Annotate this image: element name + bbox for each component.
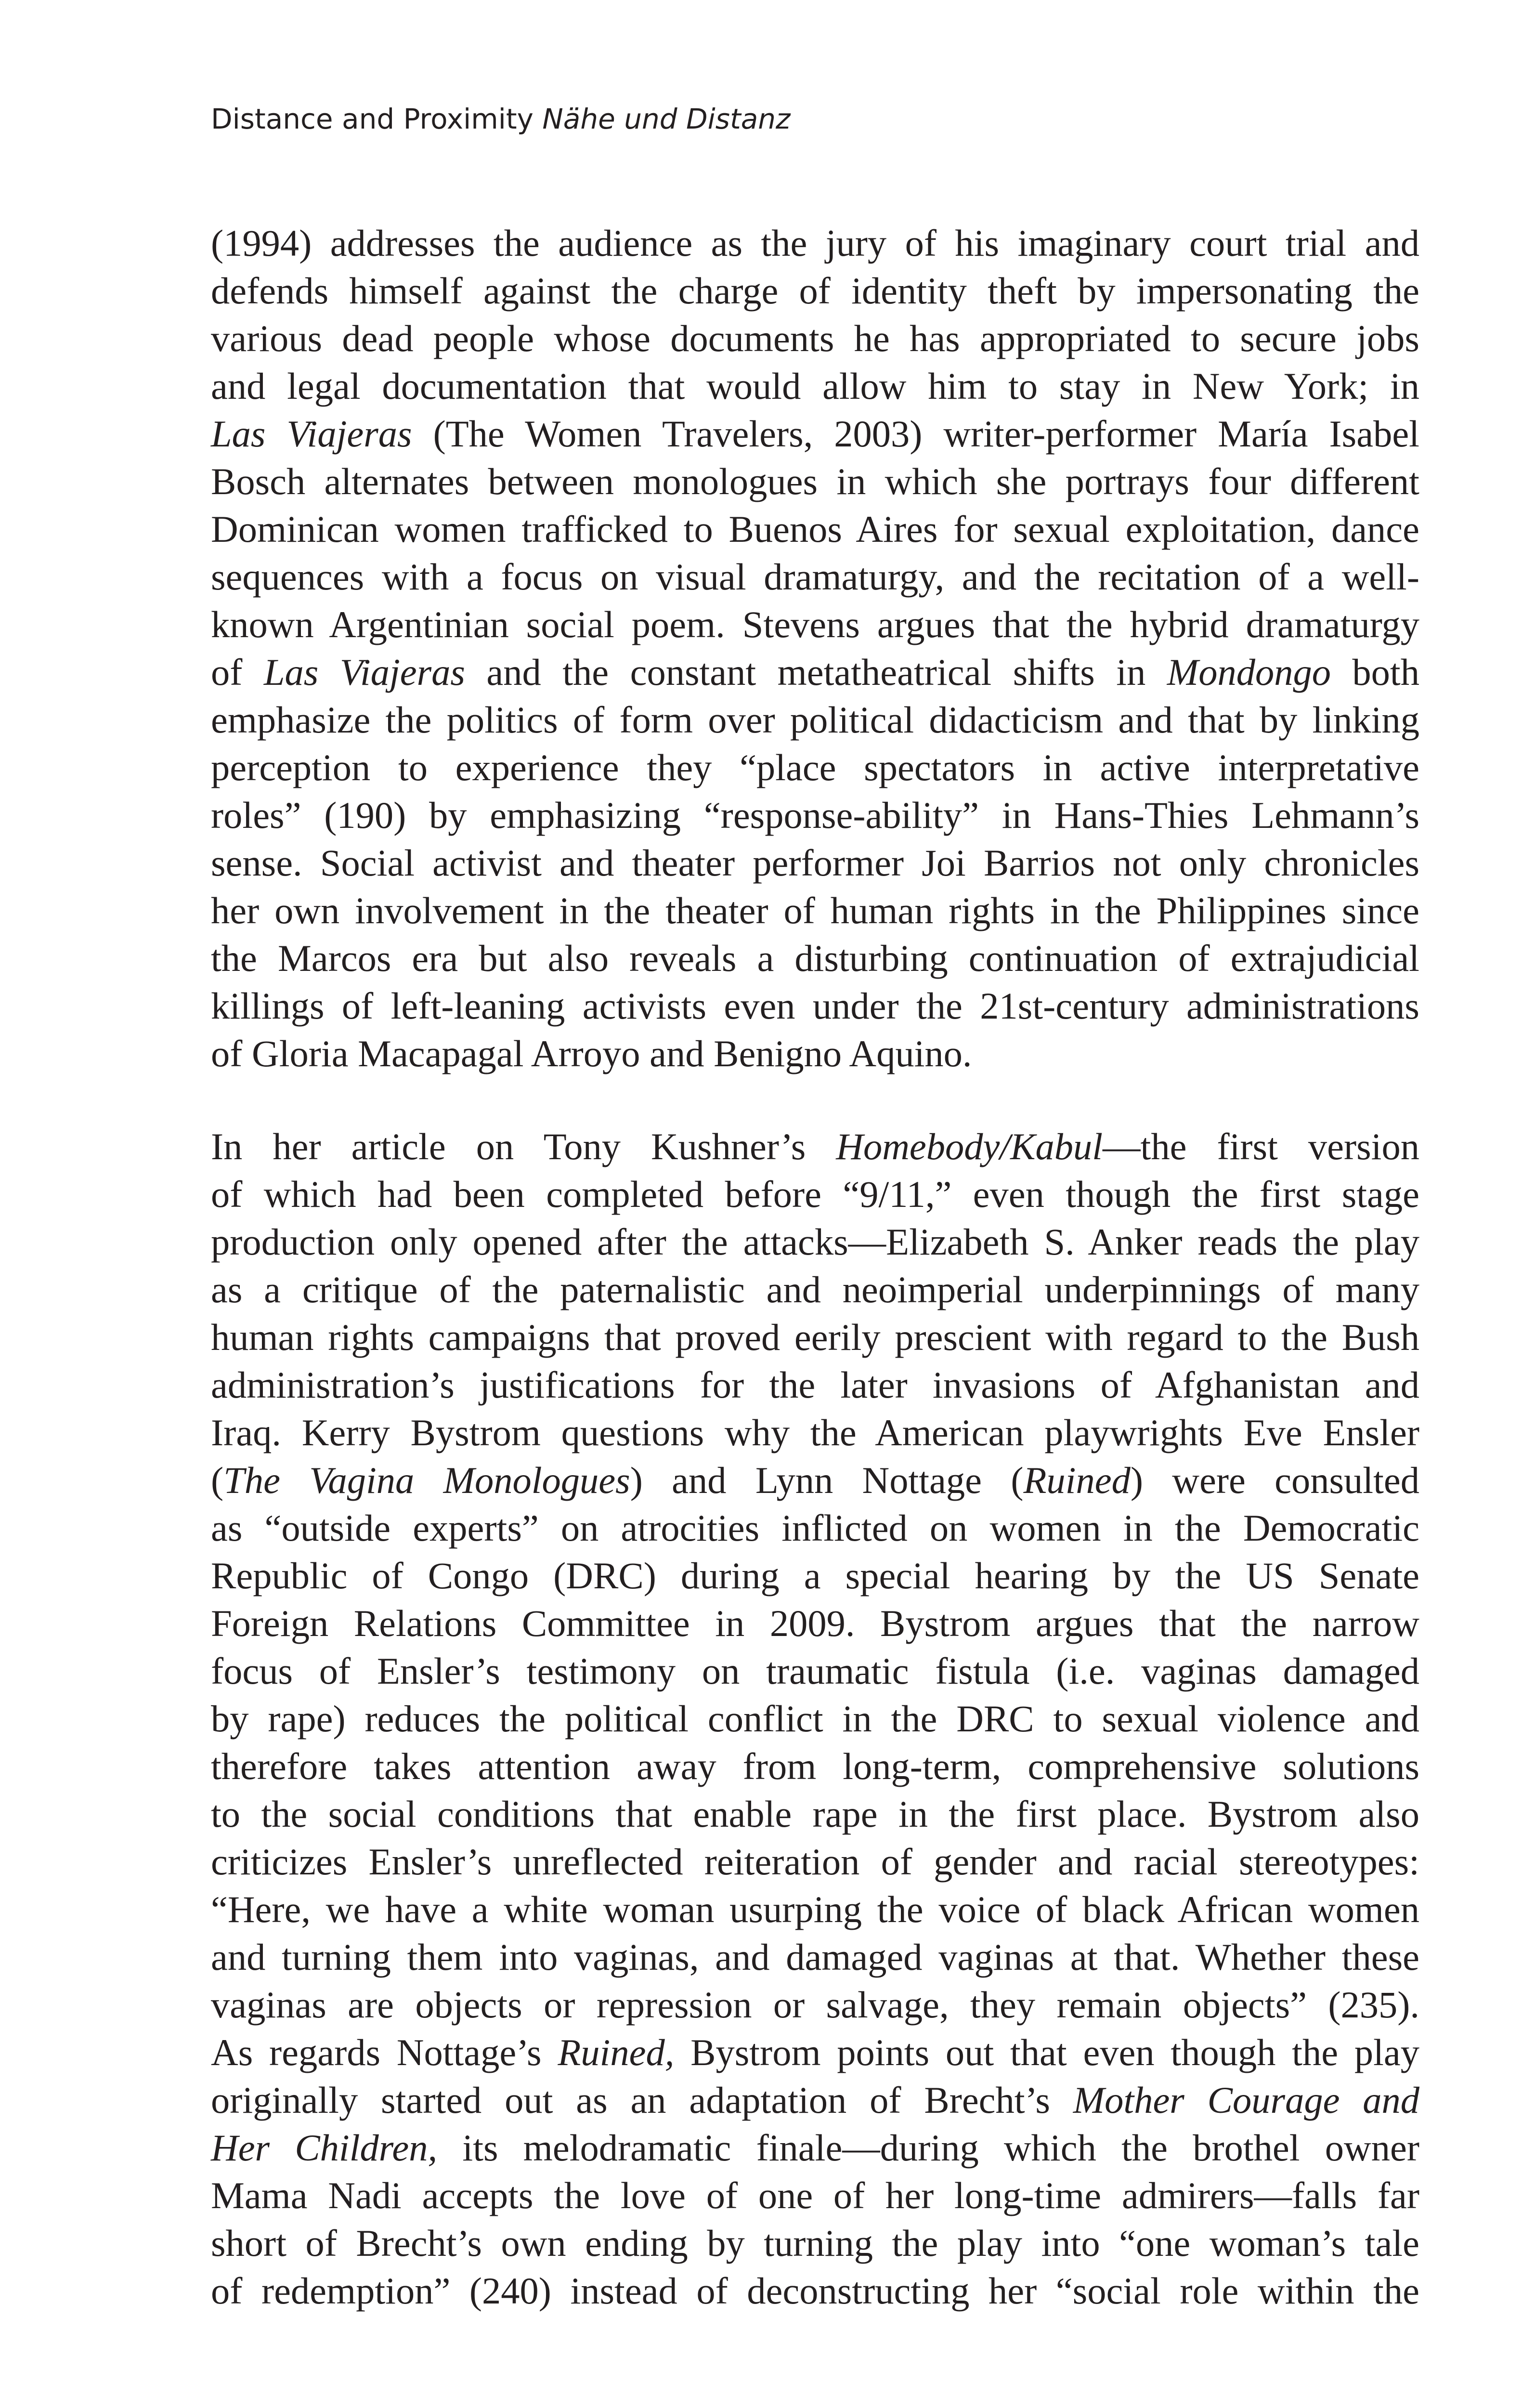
italic-title: Las Viajeras (211, 413, 412, 455)
italic-title: Mondongo (1167, 651, 1331, 693)
text-line: killings of left-leaning activists even under the 21st-century administrations (211, 985, 1419, 1027)
running-head-english: Distance and Proximity (211, 103, 533, 135)
text-line: As regards Nottage’s Ruined, Bystrom points out that even though the play (211, 2031, 1419, 2073)
italic-title: Mother Courage and (1073, 2079, 1419, 2121)
text-line: and turning them into vaginas, and damaged vaginas at that. Whether these (211, 1936, 1419, 1978)
text-line: Las Viajeras (The Women Travelers, 2003) writer-performer María Isabel (211, 413, 1419, 455)
text-line: of which had been completed before “9/11,” even though the first stage (211, 1173, 1419, 1215)
italic-title: The Vagina Monologues (223, 1459, 630, 1501)
text-line: perception to experience they “place spectators in active interpretative (211, 746, 1419, 788)
italic-title: Ruined, (558, 2031, 675, 2073)
text-line: sequences with a focus on visual dramaturgy, and the recitation of a well- (211, 556, 1419, 598)
text-line: the Marcos era but also reveals a disturbing continuation of extrajudicial (211, 937, 1419, 979)
italic-title: Her Children, (211, 2127, 438, 2169)
running-head-german: Nähe und Distanz (542, 103, 791, 135)
paragraph-1 (211, 219, 1419, 1077)
text-line: various dead people whose documents he has appropriated to secure jobs (211, 317, 1419, 359)
text-line: administration’s justifications for the later invasions of Afghanistan and (211, 1364, 1419, 1406)
running-head (211, 105, 790, 133)
text-line: and legal documentation that would allow him to stay in New York; in (211, 365, 1419, 407)
text-line: focus of Ensler’s testimony on traumatic fistula (i.e. vaginas damaged (211, 1650, 1419, 1692)
text-line: Bosch alternates between monologues in which she portrays four different (211, 460, 1419, 502)
text-line: defends himself against the charge of identity theft by impersonating the (211, 270, 1419, 312)
text-line: “Here, we have a white woman usurping the voice of black African women (211, 1888, 1419, 1930)
text-line: Mama Nadi accepts the love of one of her long-time admirers—falls far (211, 2174, 1419, 2216)
text-line: (The Vagina Monologues) and Lynn Nottage (Ruined) were consulted (211, 1459, 1419, 1501)
text-line: originally started out as an adaptation of Brecht’s Mother Courage and (211, 2079, 1419, 2121)
text-line: known Argentinian social poem. Stevens argues that the hybrid dramaturgy (211, 603, 1419, 645)
text-line: Dominican women trafficked to Buenos Aires for sexual exploitation, dance (211, 508, 1419, 550)
text-line: therefore takes attention away from long-term, comprehensive solutions (211, 1745, 1419, 1787)
text-line: by rape) reduces the political conflict in the DRC to sexual violence and (211, 1698, 1419, 1740)
text-line: as “outside experts” on atrocities inflicted on women in the Democratic (211, 1507, 1419, 1549)
text-line: roles” (190) by emphasizing “response-ability” in Hans-Thies Lehmann’s (211, 794, 1419, 836)
text-line: sense. Social activist and theater performer Joi Barrios not only chronicles (211, 842, 1419, 884)
text-line: In her article on Tony Kushner’s Homebody/Kabul—the first version (211, 1125, 1419, 1167)
text-line: vaginas are objects or repression or salvage, they remain objects” (235). (211, 1984, 1419, 2026)
text-line: Republic of Congo (DRC) during a special hearing by the US Senate (211, 1555, 1419, 1597)
text-line: emphasize the politics of form over political didacticism and that by linking (211, 699, 1419, 741)
text-line: of Las Viajeras and the constant metatheatrical shifts in Mondongo both (211, 651, 1419, 693)
text-line: Foreign Relations Committee in 2009. Bystrom argues that the narrow (211, 1602, 1419, 1644)
text-line: of redemption” (240) instead of deconstructing her “social role within the (211, 2270, 1419, 2312)
text-line: Her Children, its melodramatic finale—during which the brothel owner (211, 2127, 1419, 2169)
italic-title: Ruined (1023, 1459, 1131, 1501)
text-line: criticizes Ensler’s unreflected reiteration of gender and racial stereotypes: (211, 1841, 1419, 1883)
italic-title: Las Viajeras (263, 651, 465, 693)
text-line: Iraq. Kerry Bystrom questions why the American playwrights Eve Ensler (211, 1412, 1419, 1453)
italic-title: Homebody/Kabul (836, 1125, 1103, 1167)
text-line: as a critique of the paternalistic and neoimperial underpinnings of many (211, 1269, 1419, 1310)
text-line: (1994) addresses the audience as the jury of his imaginary court trial and (211, 222, 1419, 264)
paragraph-2 (211, 1123, 1419, 2315)
text-line: short of Brecht’s own ending by turning the play into “one woman’s tale (211, 2222, 1419, 2264)
text-line: production only opened after the attacks—Elizabeth S. Anker reads the play (211, 1221, 1419, 1263)
text-line: of Gloria Macapagal Arroyo and Benigno Aquino. (211, 1033, 972, 1074)
text-line: her own involvement in the theater of human rights in the Philippines since (211, 890, 1419, 931)
text-line: to the social conditions that enable rape in the first place. Bystrom also (211, 1793, 1419, 1835)
text-line: human rights campaigns that proved eerily prescient with regard to the Bush (211, 1316, 1419, 1358)
